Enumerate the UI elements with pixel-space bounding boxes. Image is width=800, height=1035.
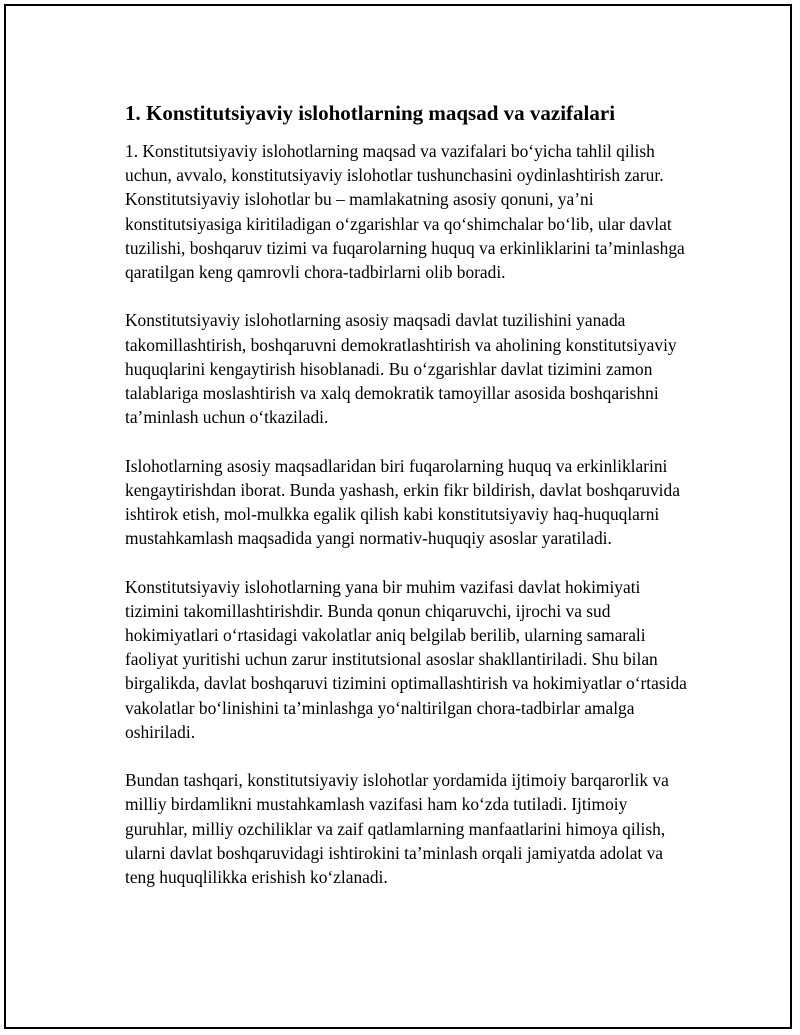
paragraph-2: Konstitutsiyaviy islohotlarning asosiy maqsadi davlat tuzilishini yanada takomillashtirish, boshqaruvni demokratlashtirish va aholining konstitutsiyaviy huquqlarini kengaytirish hisoblanadi. Bu o‘zgarishlar davlat tizimini zamon talablariga moslashtirish va xalq demokratik tamoyillar asosida boshqarishni ta’minlash uchun o‘tkaziladi. <box>125 310 677 428</box>
document-title: 1. Konstitutsiyaviy islohotlarning maqsad va vazifalari <box>125 101 616 125</box>
paragraph-4: Konstitutsiyaviy islohotlarning yana bir muhim vazifasi davlat hokimiyati tizimini takomillashtirishdir. Bunda qonun chiqaruvchi, ijrochi va sud hokimiyatlari o‘rtasidagi vakolatlar aniq belgilab berilib, ularning samarali faoliyat yuritishi uchun zarur institutsional asoslar shakllantiriladi. Shu bilan birgalikda, davlat boshqaruvi tizimini optimallashtirish va hokimiyatlar o‘rtasida vakolatlar bo‘linishini ta’minlashga yo‘naltirilgan chora-tadbirlar amalga oshiriladi. <box>125 576 687 742</box>
paragraph-3: Islohotlarning asosiy maqsadlaridan biri fuqarolarning huquq va erkinliklarini kengaytirishdan iborat. Bunda yashash, erkin fikr bildirish, davlat boshqaruvida ishtirok etish, mol-mulkka egalik qilish kabi konstitutsiyaviy haq-huquqlarni mustahkamlash maqsadida yangi normativ-huquqiy asoslar yaratiladi. <box>125 455 680 549</box>
page-frame <box>4 4 792 1029</box>
paragraph-1: 1. Konstitutsiyaviy islohotlarning maqsad va vazifalari bo‘yicha tahlil qilish uchun, avvalo, konstitutsiyaviy islohotlar tushunchasini oydinlashtirish zarur. Konstitutsiyaviy islohotlar bu – mamlakatning asosiy qonuni, ya’ni konstitutsiyasiga kiritiladigan o‘zgarishlar va qo‘shimchalar bo‘lib, ular davlat tuzilishi, boshqaruv tizimi va fuqarolarning huquq va erkinliklarini ta’minlashga qaratilgan keng qamrovli chora-tadbirlarni olib boradi. <box>125 141 685 283</box>
document-body <box>125 100 690 913</box>
paragraph-5: Bundan tashqari, konstitutsiyaviy islohotlar yordamida ijtimoiy barqarorlik va milliy birdamlikni mustahkamlash vazifasi ham ko‘zda tutiladi. Ijtimoiy guruhlar, milliy ozchiliklar va zaif qatlamlarning manfaatlarini himoya qilish, ularni davlat boshqaruvidagi ishtirokini ta’minlash orqali jamiyatda adolat va teng huquqlilikka erishish ko‘zlanadi. <box>125 770 669 888</box>
